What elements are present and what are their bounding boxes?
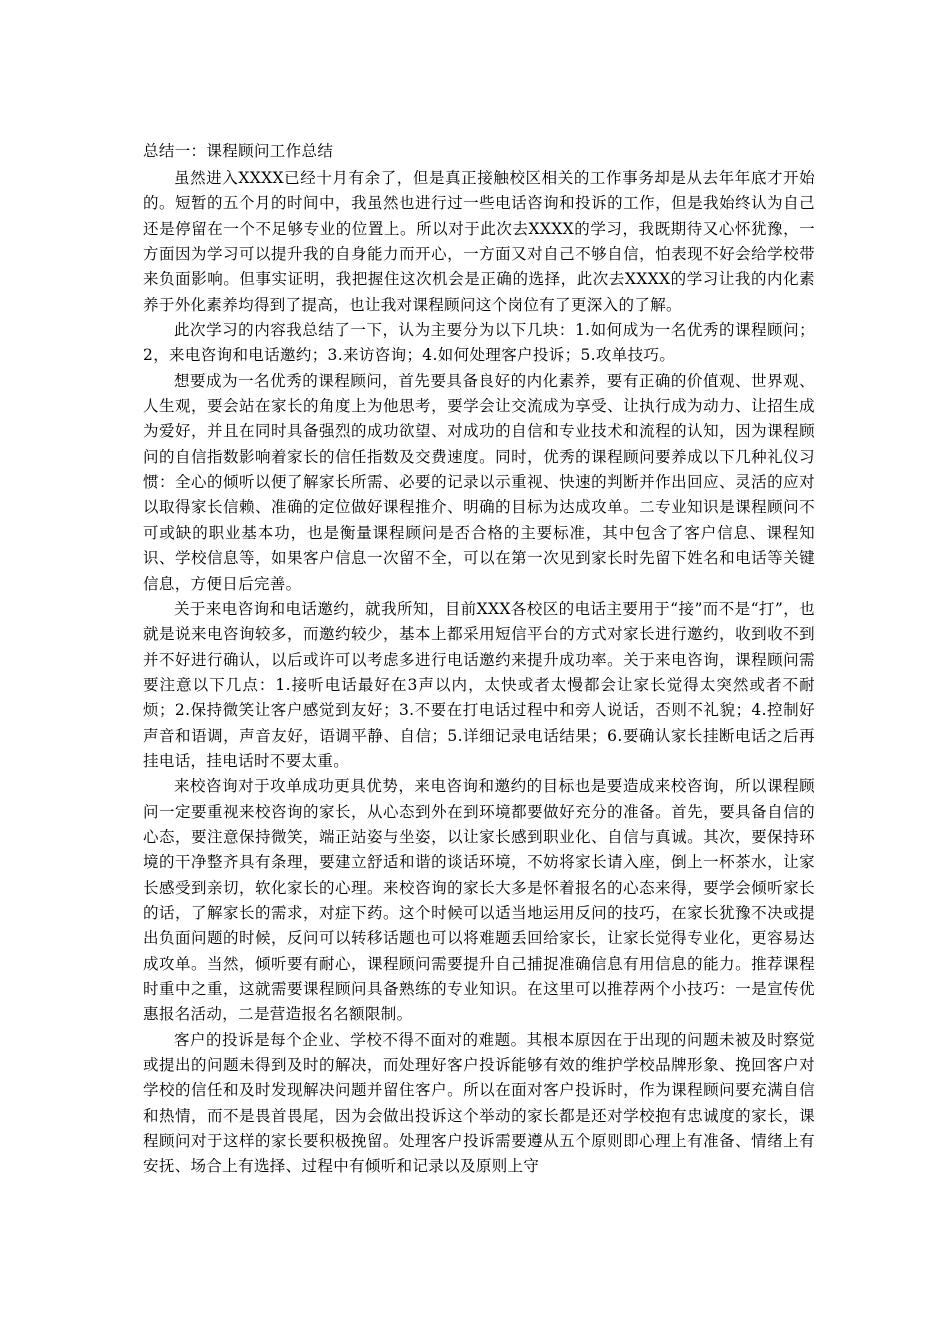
document-title: 总结一：课程顾问工作总结 [143, 142, 334, 160]
paragraph-campus-visit: 来校咨询对于攻单成功更具优势，来电咨询和邀约的目标也是要造成来校咨询，所以课程顾问一定要重视来校咨询的家长，从心态到外在到环境都要做好充分的准备。首先，要具备自信的心态，要注意保持微笑，端正站姿与坐姿，以让家长感到职业化、自信与真诚。其次，要保持环境的干净整齐具有条理，要建立舒适和谐的谈话环境，不妨将家长请入座，倒上一杯茶水，让家长感受到亲切，软化家长的心理。来校咨询的家长大多是怀着报名的心态来得，要学会倾听家长的话，了解家长的需求，对症下药。这个时候可以适当地运用反问的技巧，在家长犹豫不决或提出负面问题的时候，反问可以转移话题也可以将难题丢回给家长，让家长觉得专业化，更容易达成攻单。当然，倾听要有耐心，课程顾问需要提升自己捕捉准确信息有用信息的能力。推荐课程时重中之重，这就需要课程顾问具备熟练的专业知识。在这里可以推荐两个小技巧：一是宣传优惠报名活动，二是营造报名名额限制。 [143, 777, 815, 1024]
document-body [143, 136, 815, 1180]
paragraph-excellent-consultant: 想要成为一名优秀的课程顾问，首先要具备良好的内化素养，要有正确的价值观、世界观、人生观，要会站在家长的角度上为他思考，要学会让交流成为享受、让执行成为动力、让招生成为爱好，并且在同时具备强烈的成功欲望、对成功的自信和专业技术和流程的认知，因为课程顾问的自信指数影响着家长的信任指数及交费速度。同时，优秀的课程顾问要养成以下几种礼仪习惯：全心的倾听以便了解家长所需、必要的记录以示重视、快速的判断并作出回应、灵活的应对以取得家长信赖、准确的定位做好课程推介、明确的目标为达成攻单。二专业知识是课程顾问不可或缺的职业基本功，也是衡量课程顾问是否合格的主要标准，其中包含了客户信息、课程知识、学校信息等，如果客户信息一次留不全，可以在第一次见到家长时先留下姓名和电话等关键信息，方便日后完善。 [143, 371, 815, 593]
paragraph-outline: 此次学习的内容我总结了一下，认为主要分为以下几块：1.如何成为一名优秀的课程顾问；2，来电咨询和电话邀约；3.来访咨询；4.如何处理客户投诉；5.攻单技巧。 [143, 321, 815, 365]
paragraph-phone-consultation: 关于来电咨询和电话邀约，就我所知，目前XXX各校区的电话主要用于“接”而不是“打”，也就是说来电咨询较多，而邀约较少，基本上都采用短信平台的方式对家长进行邀约，收到收不到并不好进行确认，以后或许可以考虑多进行电话邀约来提升成功率。关于来电咨询，课程顾问需要注意以下几点：1.接听电话最好在3声以内，太快或者太慢都会让家长觉得太突然或者不耐烦；2.保持微笑让客户感觉到友好；3.不要在打电话过程中和旁人说话，否则不礼貌；4.控制好声音和语调，声音友好，语调平静、自信；5.详细记录电话结果；6.要确认家长挂断电话之后再挂电话，挂电话时不要太重。 [143, 599, 815, 770]
paragraph-complaints: 客户的投诉是每个企业、学校不得不面对的难题。其根本原因在于出现的问题未被及时察觉或提出的问题未得到及时的解决，而处理好客户投诉能够有效的维护学校品牌形象、挽回客户对学校的信任和及时发现解决问题并留住客户。所以在面对客户投诉时，作为课程顾问要充满自信和热情，而不是畏首畏尾，因为会做出投诉这个举动的家长都是还对学校抱有忠诚度的家长，课程顾问对于这样的家长要积极挽留。处理客户投诉需要遵从五个原则即心理上有准备、情绪上有安抚、场合上有选择、过程中有倾听和记录以及原则上守 [143, 1030, 815, 1176]
paragraph-intro: 虽然进入XXXX已经十月有余了，但是真正接触校区相关的工作事务却是从去年年底才开始的。短暂的五个月的时间中，我虽然也进行过一些电话咨询和投诉的工作，但是我始终认为自己还是停留在一个不足够专业的位置上。所以对于此次去XXXX的学习，我既期待又心怀犹豫，一方面因为学习可以提升我的自身能力而开心，一方面又对自己不够自信，怕表现不好会给学校带来负面影响。但事实证明，我把握住这次机会是正确的选择，此次去XXXX的学习让我的内化素养于外化素养均得到了提高，也让我对课程顾问这个岗位有了更深入的了解。 [143, 169, 815, 314]
